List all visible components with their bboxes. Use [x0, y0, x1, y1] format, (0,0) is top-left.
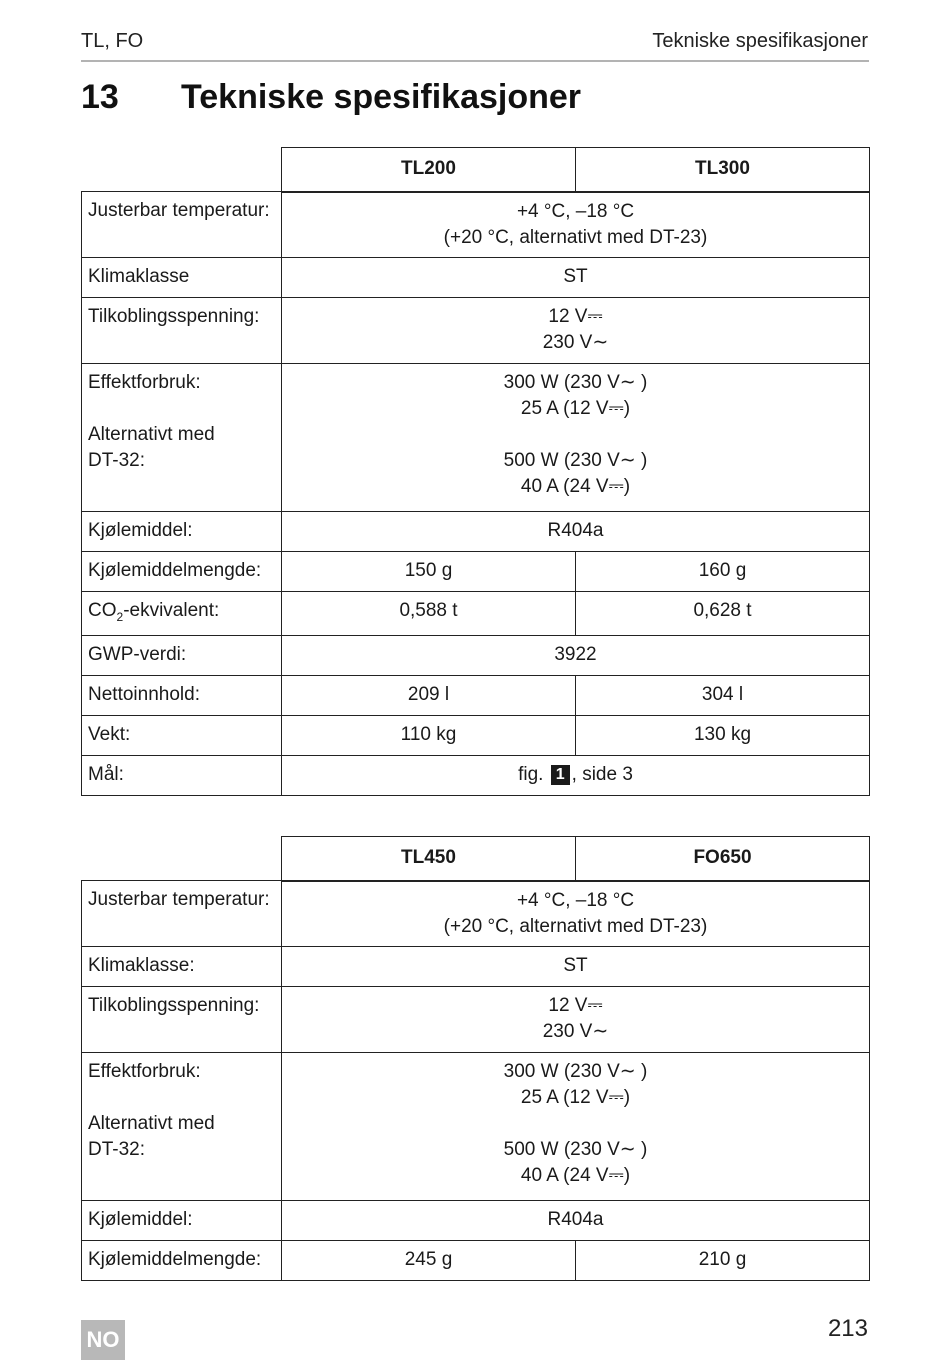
table-row	[82, 592, 870, 636]
row-value: 0,628 t	[576, 592, 870, 636]
model-header: FO650	[576, 837, 870, 881]
table-row	[82, 1201, 870, 1241]
row-label: Justerbar temperatur:	[82, 192, 282, 258]
table-row	[82, 1241, 870, 1281]
row-value: 300 W (230 V∼ ) 25 A (12 V⎓) 500 W (230 V∼ ) 40 A (24 V⎓)	[282, 1053, 870, 1201]
row-value: 0,588 t	[282, 592, 576, 636]
row-label: Klimaklasse	[82, 258, 282, 298]
table-row	[82, 676, 870, 716]
row-label: Effektforbruk: Alternativt med DT-32:	[82, 364, 282, 512]
table-row	[82, 636, 870, 676]
row-value: R404a	[282, 1201, 870, 1241]
row-label: Justerbar temperatur:	[82, 881, 282, 947]
row-value: 209 l	[282, 676, 576, 716]
chapter-number: 13	[81, 78, 119, 116]
row-value: 12 V⎓ 230 V∼	[282, 987, 870, 1053]
row-label: $CO_2$-ekvivalent:	[82, 592, 282, 636]
row-label: Effektforbruk: Alternativt med DT-32:	[82, 1053, 282, 1201]
page-reference-text: , side 3	[571, 764, 633, 785]
table-row	[82, 192, 870, 258]
row-label: Tilkoblingsspenning:	[82, 298, 282, 364]
header-left: TL, FO	[81, 30, 144, 52]
spec-table-2	[81, 836, 870, 1281]
row-value: 110 kg	[282, 716, 576, 756]
chapter-title: Tekniske spesifikasjoner	[181, 78, 582, 116]
model-header: TL200	[282, 148, 576, 192]
row-label: Vekt:	[82, 716, 282, 756]
header-divider	[81, 60, 869, 62]
table-row	[82, 512, 870, 552]
row-label: Nettoinnhold:	[82, 676, 282, 716]
figure-number-badge: 1	[551, 765, 570, 785]
table-row	[82, 881, 870, 947]
row-value: 3922	[282, 636, 870, 676]
header-blank-cell	[82, 837, 282, 881]
row-value: 130 kg	[576, 716, 870, 756]
table-row	[82, 1053, 870, 1201]
row-value: +4 °C, –18 °C (+20 °C, alternativt med DT-23)	[282, 881, 870, 947]
row-value: 300 W (230 V∼ ) 25 A (12 V⎓) 500 W (230 V∼ ) 40 A (24 V⎓)	[282, 364, 870, 512]
row-label: Kjølemiddelmengde:	[82, 552, 282, 592]
table-row	[82, 947, 870, 987]
row-label: Kjølemiddel:	[82, 512, 282, 552]
row-label: Klimaklasse:	[82, 947, 282, 987]
table-header-row	[82, 837, 870, 881]
row-value	[282, 756, 870, 796]
table-row	[82, 756, 870, 796]
row-value: ST	[282, 258, 870, 298]
model-header: TL450	[282, 837, 576, 881]
row-value: 150 g	[282, 552, 576, 592]
row-label: Mål:	[82, 756, 282, 796]
table-row	[82, 258, 870, 298]
fig-reference-text: fig.	[518, 764, 544, 785]
row-value: +4 °C, –18 °C (+20 °C, alternativt med DT-23)	[282, 192, 870, 258]
row-value: 245 g	[282, 1241, 576, 1281]
row-value: 304 l	[576, 676, 870, 716]
row-value: ST	[282, 947, 870, 987]
table-header-row	[82, 148, 870, 192]
table-row	[82, 298, 870, 364]
model-header: TL300	[576, 148, 870, 192]
row-value: 12 V⎓ 230 V∼	[282, 298, 870, 364]
table-row	[82, 987, 870, 1053]
page-number: 213	[827, 1315, 868, 1342]
row-label: Kjølemiddelmengde:	[82, 1241, 282, 1281]
table-row	[82, 552, 870, 592]
table-row	[82, 364, 870, 512]
row-label: GWP-verdi:	[82, 636, 282, 676]
row-value: 210 g	[576, 1241, 870, 1281]
row-label: Kjølemiddel:	[82, 1201, 282, 1241]
spec-table-1	[81, 147, 870, 796]
row-value: 160 g	[576, 552, 870, 592]
table-row	[82, 716, 870, 756]
header-blank-cell	[82, 148, 282, 192]
header-right: Tekniske spesifikasjoner	[652, 30, 868, 52]
row-value: R404a	[282, 512, 870, 552]
language-badge: NO	[81, 1320, 125, 1360]
row-label: Tilkoblingsspenning:	[82, 987, 282, 1053]
